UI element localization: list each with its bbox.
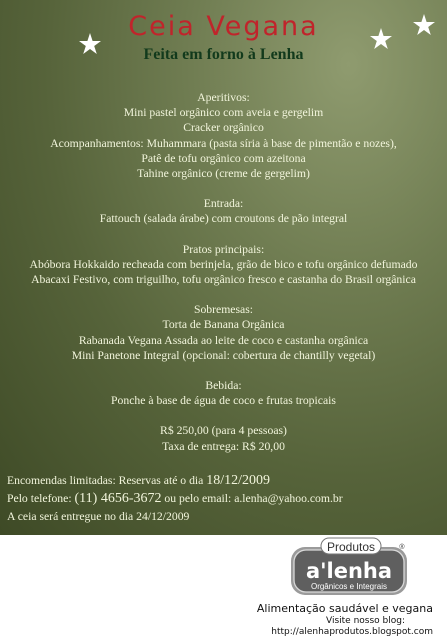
menu-item: Patê de tofu orgânico com azeitona <box>141 151 306 165</box>
phone-label: Pelo telefone: <box>7 492 75 505</box>
orders-date: 18/12/2009 <box>206 473 271 488</box>
section-pratos-principais <box>0 242 447 288</box>
page-subtitle: Feita em forno à Lenha <box>143 46 304 63</box>
section-bebida <box>0 378 447 408</box>
contact-line <box>7 490 343 508</box>
section-entrada <box>0 196 447 226</box>
price-text: R$ 250,00 (para 4 pessoas) <box>160 424 287 438</box>
phone-number[interactable]: (11) 4656-3672 <box>74 491 162 506</box>
delivery-date-line: A ceia será entregue no dia 24/12/2009 <box>7 510 190 523</box>
email-text[interactable]: ou pelo email: a.lenha@yahoo.com.br <box>161 492 343 505</box>
blog-label: Visite nosso blog: <box>326 616 405 626</box>
section-title: Entrada: <box>203 197 244 211</box>
order-notes <box>7 472 343 526</box>
menu-item: Ponche à base de água de coco e frutas tropicais <box>111 394 336 408</box>
registered-mark: ® <box>399 544 405 551</box>
menu-item: Mini pastel orgânico com aveia e gergelim <box>123 106 324 120</box>
page-title: Ceia Vegana <box>128 11 319 42</box>
menu-item: Acompanhamentos: Muhammara (pasta síria à base de pimentão e nozes), <box>50 136 397 150</box>
section-title: Sobremesas: <box>193 303 254 317</box>
menu-item: Torta de Banana Orgânica <box>162 318 285 332</box>
menu-item: Cracker orgânico <box>183 121 264 135</box>
menu-item: Abóbora Hokkaido recheada com berinjela, grão de bico e tofu orgânico defumado <box>29 257 418 271</box>
menu-item: Rabanada Vegana Assada ao leite de coco e castanha orgânica <box>78 333 369 347</box>
orders-line <box>7 472 343 490</box>
logo-top-text: Produtos <box>326 540 376 554</box>
tagline: Alimentação saudável e vegana <box>256 602 433 615</box>
logo-bottom-text: Orgânicos e Integrais <box>310 582 388 591</box>
section-sobremesas <box>0 302 447 363</box>
section-title: Bebida: <box>205 379 242 393</box>
menu-sections <box>0 90 447 454</box>
blog-link[interactable]: http://alenhaprodutos.blogspot.com <box>271 627 433 637</box>
menu-item: Mini Panetone Integral (opcional: cobertura de chantilly vegetal) <box>71 348 376 362</box>
section-title: Pratos principais: <box>182 242 265 256</box>
brand-logo <box>287 537 412 599</box>
orders-text: Encomendas limitadas: Reservas até o dia <box>7 474 207 487</box>
delivery-fee-text: Taxa de entrega: R$ 20,00 <box>162 439 285 453</box>
pricing <box>0 423 447 453</box>
logo-main-text: a'lenha <box>305 559 393 583</box>
section-title: Aperitivos: <box>197 91 250 104</box>
menu-item: Fattouch (salada árabe) com croutons de pão integral <box>99 212 348 226</box>
menu-item: Abacaxi Festivo, com triguilho, tofu orgânico fresco e castanha do Brasil orgânica <box>31 273 416 287</box>
menu-item: Tahine orgânico (creme de gergelim) <box>137 167 310 181</box>
section-aperitivos <box>0 90 447 181</box>
